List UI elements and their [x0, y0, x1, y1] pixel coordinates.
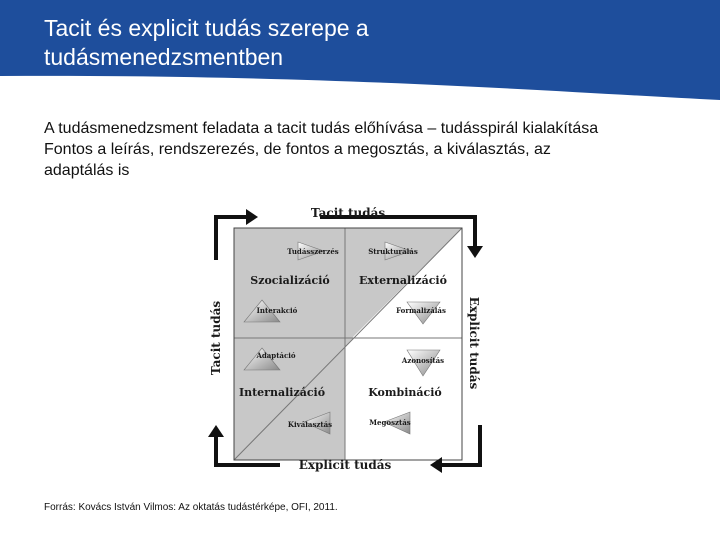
step-label-strukturalas: Strukturálás [368, 247, 418, 256]
step-label-azonositas: Azonosítás [401, 356, 445, 365]
left-axis-label: Tacit tudás [209, 300, 223, 376]
quadrant-bottom-right-label: Kombináció [368, 386, 442, 399]
knowledge-spiral-diagram [200, 200, 500, 475]
step-label-interakcio: Interakció [256, 306, 298, 315]
title-line-1: Tacit és explicit tudás szerepe a [44, 15, 369, 41]
step-label-megosztas: Megosztás [369, 418, 411, 427]
title-line-2: tudásmenedzsmentben [44, 44, 284, 70]
step-label-kivalasztas: Kiválasztás [287, 420, 333, 429]
body-line-2: Fontos a leírás, rendszerezés, de fontos a megosztás, a kiválasztás, az [44, 141, 551, 158]
body-line-3: adaptálás is [44, 162, 130, 179]
step-label-formalizalas: Formalizálás [396, 306, 446, 315]
source-citation: Forrás: Kovács István Vilmos: Az oktatás tudástérképe, OFI, 2011. [44, 502, 338, 513]
right-axis-label: Explicit tudás [467, 296, 481, 390]
bottom-axis-label: Explicit tudás [298, 458, 392, 472]
quadrant-top-left-label: Szocializáció [250, 274, 330, 287]
slide-title [44, 14, 664, 72]
body-line-1: A tudásmenedzsment feladata a tacit tudás előhívása – tudásspirál kialakítása [44, 120, 599, 137]
quadrant-bottom-left-label: Internalizáció [238, 386, 326, 399]
quadrant-top-right-label: Externalizáció [359, 274, 447, 287]
slide-body [44, 118, 684, 181]
top-axis-label: Tacit tudás [310, 206, 386, 220]
step-label-tudasszerzes: Tudásszerzés [287, 247, 339, 256]
step-label-adaptacio: Adaptáció [256, 351, 296, 360]
